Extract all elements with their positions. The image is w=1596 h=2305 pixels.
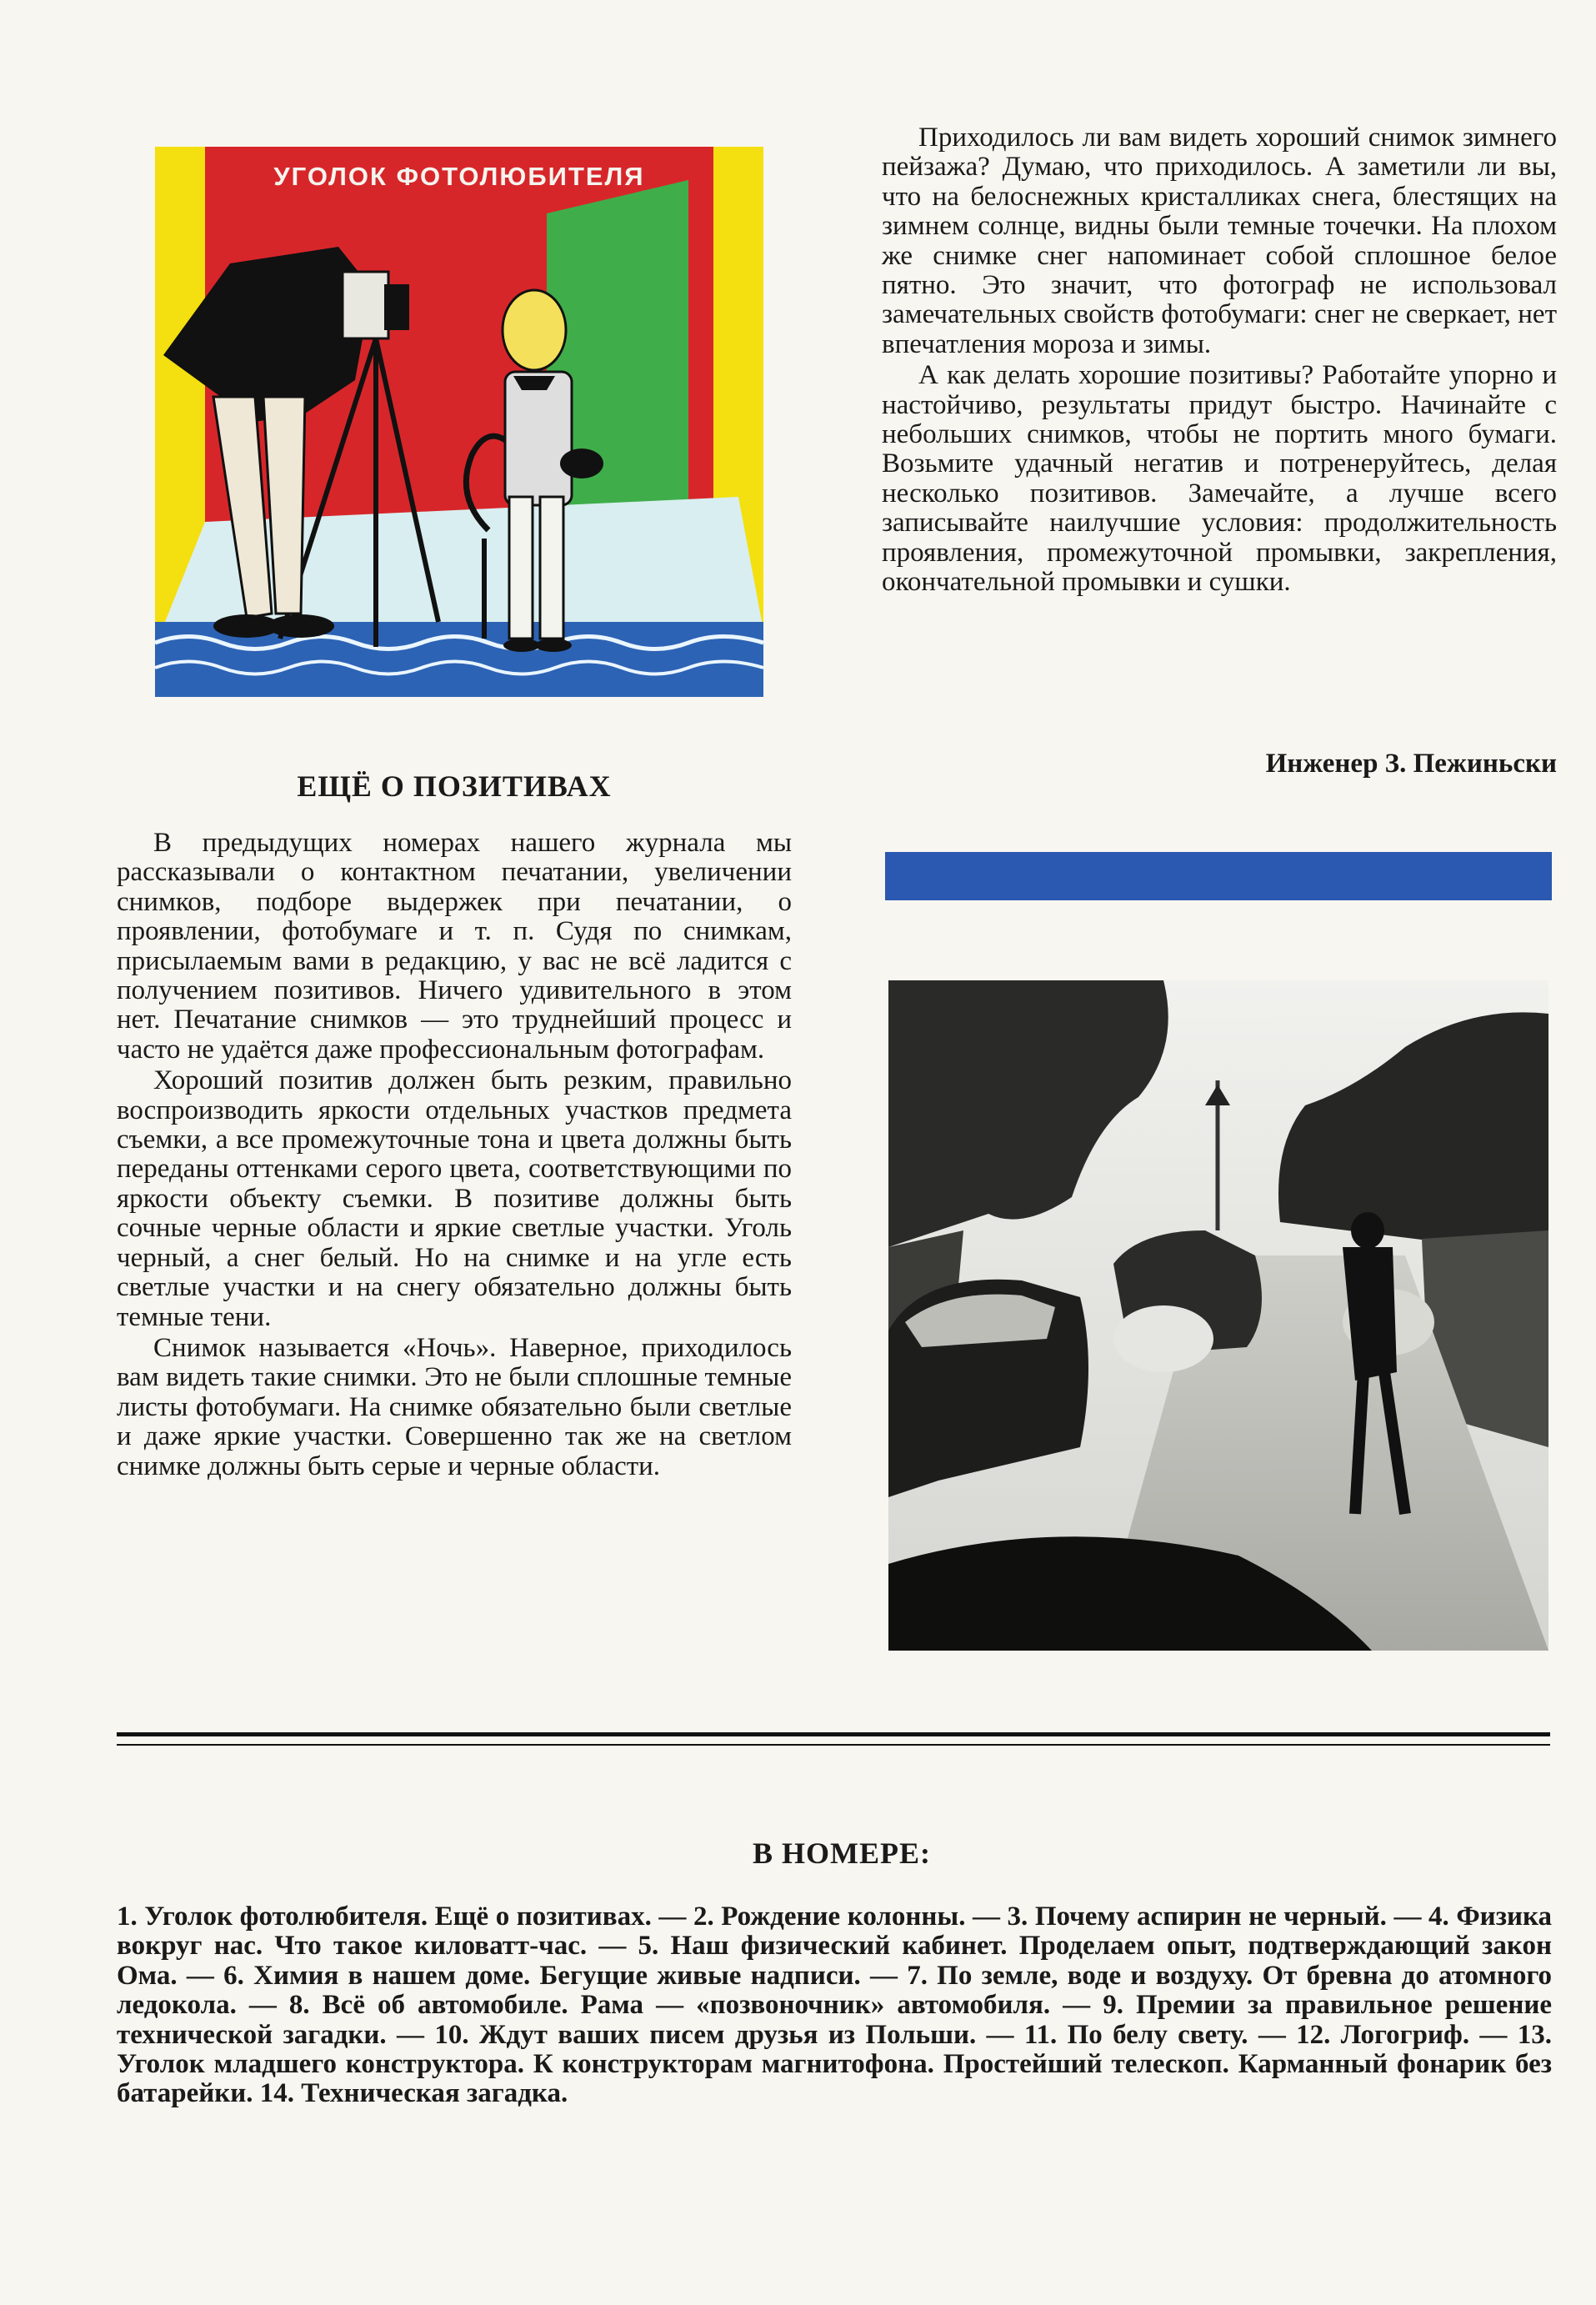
author-signature: Инженер З. Пежиньски bbox=[1265, 749, 1557, 779]
rule-thin bbox=[117, 1744, 1550, 1746]
contents-list: 1. Уголок фотолюбителя. Ещё о позитивах. — 2. Рождение колонны. — 3. Почему аспирин не черный. — 4. Физика вокруг нас. Что такое киловатт-час. — 5. Наш физический кабинет. Проделаем опыт, подтверждающий закон Ома. — 6. Химия в нашем доме. Бегущие живые надписи. — 7. По земле, воде и воздуху. От бревна до атомного ледокола. — 8. Всё об автомобиле. Рама — «позвоночник» автомобиля. — 9. Премии за правильное решение технической загадки. — 10. Ждут ваших писем друзья из Польши. — 11. По белу свету. — 12. Логогриф. — 13. Уголок младшего конструктора. К конструкторам магнитофона. Простейший телескоп. Карманный фонарик без батарейки. 14. Техническая загадка. bbox=[117, 1902, 1552, 2109]
intro-paragraph-2: А как делать хорошие позитивы? Работайте упорно и настойчиво, результаты придут быстро. Начинайте с небольших снимков, чтобы не портить много бумаги. Возьмите удачный негатив и потренеруйтесь, делая несколько позитивов. Замечайте, а лучше всего записывайте наилучшие условия: продолжительность проявления, промежуточной промывки, закрепления, окончательной промывки и сушки. bbox=[882, 360, 1557, 598]
illustration-header: УГОЛОК ФОТОЛЮБИТЕЛЯ bbox=[273, 162, 645, 191]
section-title: ЕЩЁ О ПОЗИТИВАХ bbox=[297, 769, 612, 803]
double-rule bbox=[117, 1732, 1550, 1746]
photographer-illustration bbox=[155, 147, 763, 697]
rule-thick bbox=[117, 1732, 1550, 1736]
main-paragraph-3: Снимок называется «Ночь». Наверное, приходилось вам видеть такие снимки. Это не были сплошные темные листы фотобумаги. На снимке обязательно были светлые и даже яркие участки. Совершенно так же на светлом снимке должны быть серые и черные области. bbox=[117, 1332, 792, 1481]
main-column bbox=[117, 829, 792, 1481]
main-paragraph-2: Хороший позитив должен быть резким, правильно воспроизводить яркости отдельных участков предмета съемки, а все промежуточные тона и цвета должны быть переданы оттенками серого цвета, соответствующими по яркости объекту съемки. В позитиве должны быть сочные черные области и яркие светлые участки. Уголь черный, а снег белый. Но на снимке и на угле есть светлые участки и на снегу обязательно должны быть темные тени. bbox=[117, 1065, 792, 1332]
contents-title: В НОМЕРЕ: bbox=[753, 1836, 931, 1870]
blue-banner bbox=[885, 852, 1552, 900]
photo-art bbox=[888, 980, 1548, 1651]
main-paragraph-1: В предыдущих номерах нашего журнала мы рассказывали о контактном печатании, увеличении снимков, подборе выдержек при печатании, о проявлении, фотобумаге и т. п. Судя по снимкам, присылаемым вами в редакцию, у вас не всё ладится с получением позитивов. Ничего удивительного в этом нет. Печатание снимков — это труднейший процесс и часто не удаётся даже профессиональным фотографам. bbox=[117, 828, 792, 1065]
intro-column bbox=[882, 123, 1557, 598]
street-photograph bbox=[888, 980, 1548, 1651]
illustration-art bbox=[155, 147, 763, 697]
intro-paragraph-1: Приходилось ли вам видеть хороший снимок зимнего пейзажа? Думаю, что приходилось. А заметили ли вы, что на белоснежных кристалликах снега, блестящих на зимнем солнце, видны были темные точечки. На плохом же снимке снег напоминает собой сплошное белое пятно. Это значит, что фотограф не использовал замечательных свойств фотобумаги: снег не сверкает, нет впечатления мороза и зимы. bbox=[882, 123, 1557, 359]
